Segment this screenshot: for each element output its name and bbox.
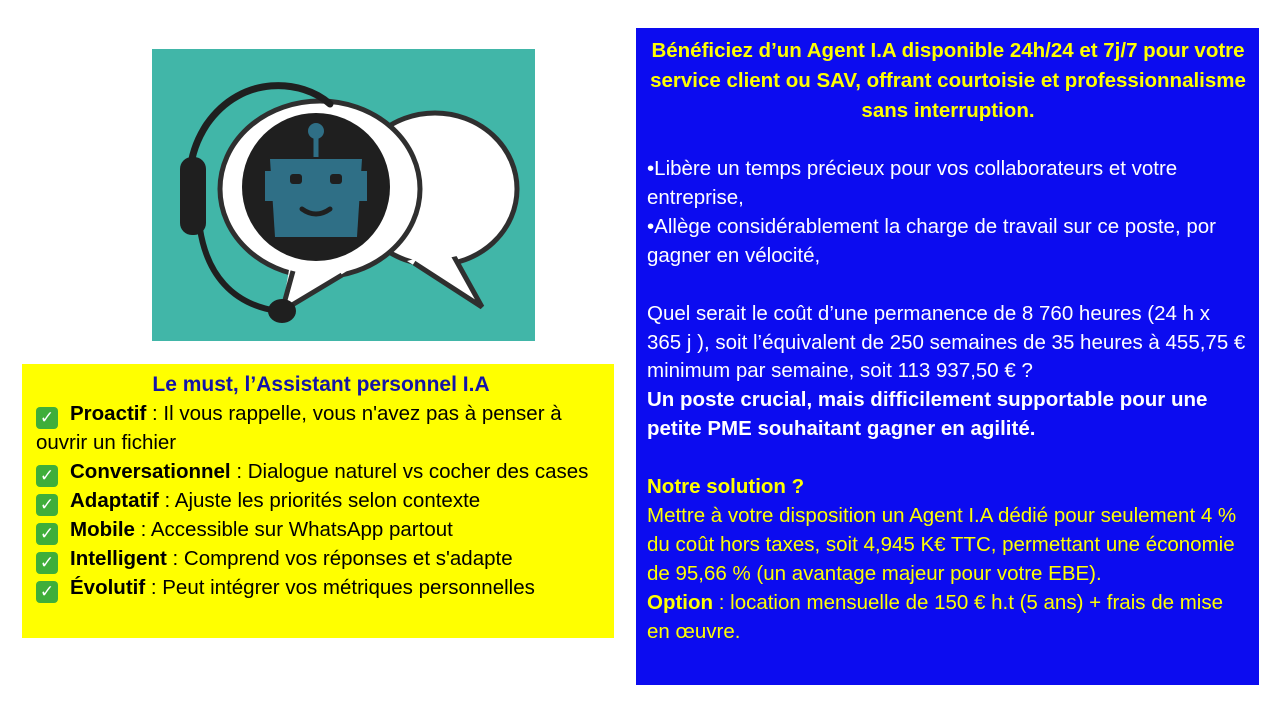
support-robot-illustration [152,49,535,341]
check-mark-icon: ✓ [36,465,58,487]
ai-agent-offer-box [636,28,1259,685]
check-mark-icon: ✓ [36,581,58,603]
benefit-item: •Allège considérablement la charge de travail sur ce poste, por gagner en vélocité, [647,214,1216,267]
cost-conclusion: Un poste crucial, mais difficilement supportable pour une petite PME souhaitant gagner en agilité. [647,388,1208,441]
robot-support-headset-icon [152,49,535,341]
feature-label: Évolutif [70,575,146,599]
spacer [647,126,1249,155]
feature-description: : Peut intégrer vos métriques personnelles [145,575,535,599]
check-mark-icon: ✓ [36,523,58,545]
offer-title: Bénéficiez d’un Agent I.A disponible 24h/24 et 7j/7 pour votre service client ou SAV, offrant courtoisie et professionnalisme sans interruption. [650,39,1246,122]
feature-item [36,516,606,545]
feature-label: Conversationnel [70,459,231,483]
feature-label: Mobile [70,517,135,541]
check-mark-icon: ✓ [36,494,58,516]
feature-description: : Dialogue naturel vs cocher des cases [230,459,589,483]
solution-text: Mettre à votre disposition un Agent I.A dédié pour seulement 4 % du coût hors taxes, soit 4,945 K€ TTC, permettant une économie de 95,66 % (un avantage majeur pour votre EBE). [647,504,1237,585]
feature-description: : Il vous rappelle, vous n'avez pas à penser à ouvrir un fichier [36,401,562,454]
feature-item [36,400,606,458]
assistant-features-list [36,400,606,603]
option-line [647,589,1249,647]
feature-description: : Comprend vos réponses et s'adapte [166,546,513,570]
feature-item [36,487,606,516]
option-text: : location mensuelle de 150 € h.t (5 ans) + frais de mise en œuvre. [647,590,1223,643]
feature-label: Proactif [70,401,147,425]
feature-label: Adaptatif [70,488,159,512]
feature-label: Intelligent [70,546,167,570]
feature-description: : Accessible sur WhatsApp partout [134,517,453,541]
option-label: Option [647,590,714,614]
feature-item [36,545,606,574]
feature-description: : Ajuste les priorités selon contexte [158,488,481,512]
benefit-item: •Libère un temps précieux pour vos collaborateurs et votre entreprise, [647,157,1178,209]
feature-item [36,458,606,487]
feature-item [36,574,606,603]
assistant-features-title: Le must, l’Assistant personnel I.A [152,373,490,396]
spacer [647,271,1249,300]
cost-question: Quel serait le coût d’une permanence de 8 760 heures (24 h x 365 j ), soit l’équivalent de 250 semaines de 35 heures à 455,75 € minimum par semaine, soit 113 937,50 € ? [647,301,1246,383]
spacer [647,444,1249,473]
check-mark-icon: ✓ [36,407,58,429]
check-mark-icon: ✓ [36,552,58,574]
solution-heading: Notre solution ? [647,475,805,499]
assistant-features-box [22,364,614,638]
